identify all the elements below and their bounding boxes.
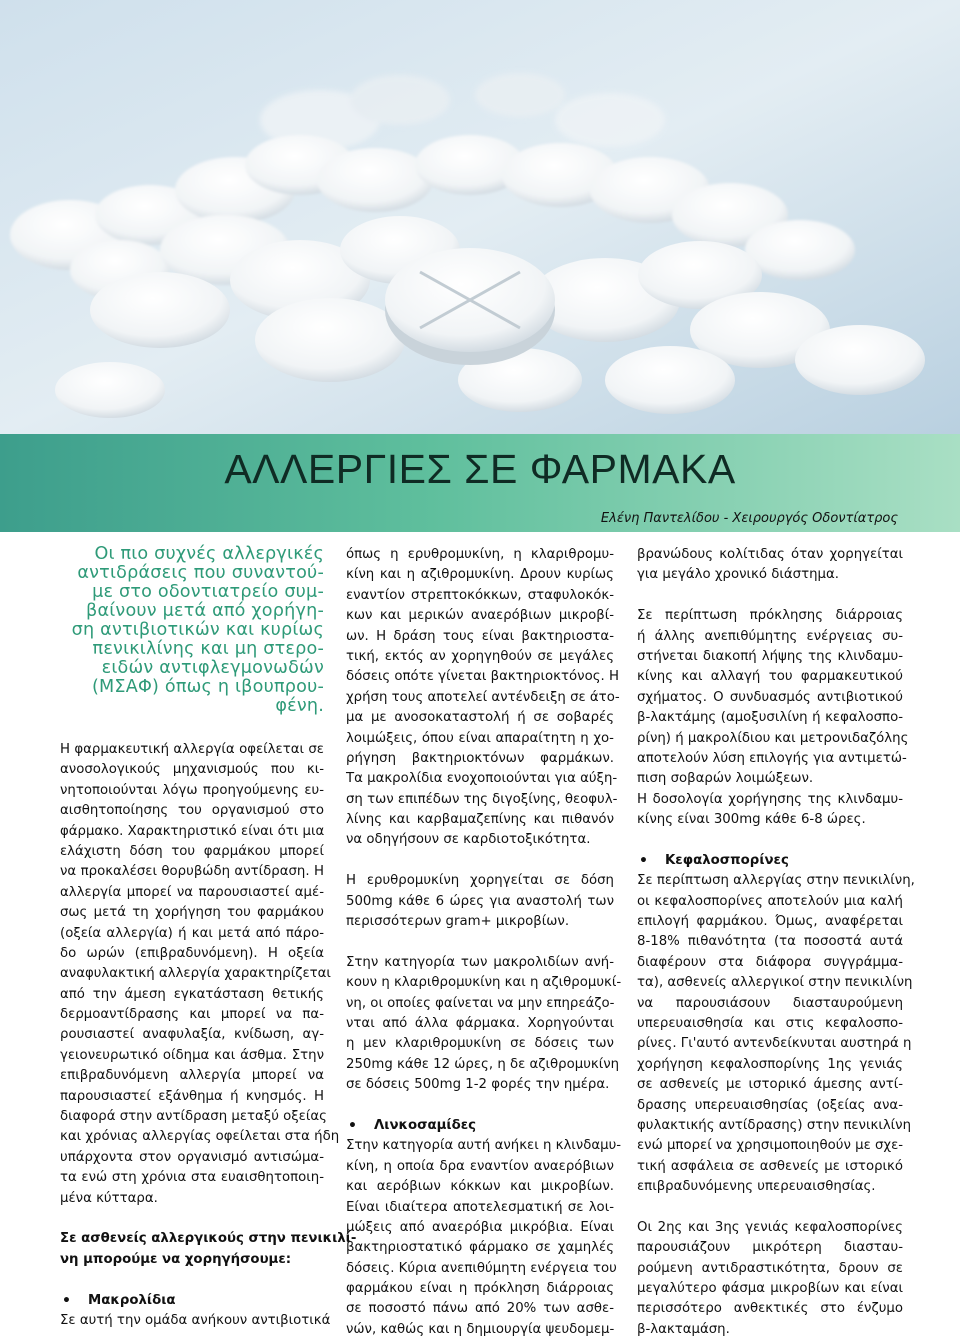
lead-line: ση αντιβιοτικών και κυρίως [71, 620, 324, 640]
subheading-cephalosporins: • Κεφαλοσπορίνες [637, 851, 903, 871]
paragraph-gap [346, 932, 614, 952]
text-line: ση των επιπέδων της διγοξίνης, θεοφυλ- [346, 791, 618, 807]
text-line: φάρμακο. Χαρακτηριστικό είναι ότι μια [60, 823, 325, 839]
text-line: τική, εκτός αν χορηγηθούν σε μεγάλες [346, 648, 614, 664]
text-line: Είναι ιδιαίτερα αποτελεσματική σε λοι- [346, 1199, 614, 1215]
paragraph-gap [346, 851, 614, 871]
lead-line: φένη. [275, 696, 324, 716]
text-line: δόσεις. Κύρια ανεπιθύμητη ενέργεια του [346, 1260, 617, 1276]
text-line: σως μετά τη χορήγηση του φαρμάκου [60, 905, 324, 921]
text-line: σε ασθενείς με ιστορικό άμεσης αντί- [637, 1077, 903, 1093]
text-line: Η ερυθρομυκίνη χορηγείται σε δόση [346, 873, 614, 889]
text-line: χρήση τους αποτελεί αντένδειξη σε άτο- [346, 689, 620, 705]
text-line: β-λακτάμης (αμοξυσιλίνη ή κεφαλοσπο- [637, 710, 903, 726]
text-line: στήνεται διακοπή λήψης της κλινδαμυ- [637, 648, 903, 664]
text-line: διαφέρουν στα διάφορα συγγράμμα- [637, 954, 903, 970]
text-line: ρίνη) ή μακρολίδιου και μετρονιδαζόλης [637, 730, 909, 746]
text-line: νητοποιούνται λόγω προηγούμενης ευ- [60, 782, 324, 798]
text-line: κων και μερικών αναερόβιων μικροβί- [346, 608, 614, 624]
text-line: ρούμενη αντιδραστικότητα, δρουν σε [637, 1260, 903, 1276]
text-line: αναφυλακτική αλλεργία χαρακτηρίζεται [60, 966, 331, 982]
text-line: από την άμεση εγκατάσταση θετικής [60, 986, 324, 1002]
text-column-3 [637, 545, 915, 1340]
text-line: ρήγηση βακτηριοκτόνων φαρμάκων. [346, 750, 614, 766]
text-line: κίνη, η οποία δρα εναντίον αναερόβιων [346, 1158, 614, 1174]
text-line: οι κεφαλοσπορίνες αποτελούν μια καλή [637, 893, 903, 909]
text-line: να οδηγήσουν σε καρδιοτοξικότητα. [346, 832, 591, 848]
text-line: Σε περίπτωση πρόκλησης διάρροιας [637, 608, 903, 624]
text-line: Σε αυτή την ομάδα ανήκουν αντιβιοτικά [60, 1312, 331, 1328]
text-line: βρανώδους κολίτιδας όταν χορηγείται [637, 547, 903, 562]
text-line: διαφορά στην αντίδραση μεταξύ οξείας [60, 1109, 327, 1125]
text-line: και αερόβιων κόκκων και μικροβίων. [346, 1179, 614, 1195]
text-line: πιση σοβαρών λοιμώξεων. [637, 771, 814, 787]
text-line: κουν η κλαριθρομυκίνη και η αζιθρομυκί- [346, 975, 622, 991]
text-line: Οι 2ης και 3ης γενιάς κεφαλοσπορίνες [637, 1219, 903, 1235]
text-line: να παρουσιάσουν διασταυρούμενη [637, 995, 903, 1011]
lead-line: πενικιλίνης και μη στερο- [92, 639, 324, 659]
text-line: επιλογή φαρμάκου. Όμως, αναφέρεται [637, 914, 903, 930]
text-line: νται από άλλα φάρμακα. Χορηγούνται [346, 1015, 614, 1031]
text-line: αλλεργία μπορεί να παρουσιαστεί αμέ- [60, 884, 324, 900]
lead-paragraph [60, 545, 324, 716]
text-line: επιβραδυνόμενης υπερευαισθησίας. [637, 1179, 876, 1195]
text-line: εναντίον στρεπτοκόκκων, σταφυλοκόκ- [346, 587, 614, 603]
lead-line: (ΜΣΑΦ) όπως η ιβουπρου- [91, 677, 324, 697]
lead-line: βαίνουν μετά από χορήγη- [86, 601, 324, 621]
text-line: χορήγηση κεφαλοσπορίνης 1ης γενιάς [637, 1056, 903, 1072]
text-line: (οξεία αλλεργία) ή και μετά από πάρο- [60, 925, 324, 941]
text-line: Η φαρμακευτική αλλεργία οφείλεται σε [60, 742, 324, 757]
text-line: ανοσολογικούς μηχανισμούς που κι- [60, 762, 324, 778]
paragraph-gap [637, 1198, 903, 1218]
text-line: σε ποσοστό πάνω από 20% των ασθε- [346, 1301, 614, 1317]
text-line: ρίνες. Γι'αυτό αντενδείκνυται αυστηρά η [637, 1036, 912, 1052]
text-line: μα με ανοσοκαταστολή ή σε σοβαρές [346, 710, 614, 726]
text-line: τα ενώ στη χρόνια στα ευαισθητοποιη- [60, 1170, 324, 1186]
text-line: ελάχιστη δόση του φαρμάκου μπορεί [60, 843, 324, 859]
text-line: αισθητοποίησης του οργανισμού στο [60, 803, 324, 819]
lead-line: ειδών αντιφλεγμονωδών [101, 658, 324, 678]
pills-photo [0, 0, 960, 434]
article-author: Ελένη Παντελίδου - Χειρουργός Οδοντίατρος [600, 511, 898, 526]
text-line: παρουσιαστεί εξάνθημα ή κνησμός. Η [60, 1088, 324, 1104]
text-line: υπάρχοντα στον οργανισμό αντισώμα- [60, 1149, 324, 1165]
text-line: β-λακταμάση. [637, 1321, 730, 1337]
text-line: υπερευαισθησία και στις κεφαλοσπο- [637, 1015, 903, 1031]
paragraph-gap [637, 830, 903, 850]
text-line: δόσεις οπότε γίνεται βακτηριοκτόνος. Η [346, 669, 619, 685]
article-title: ΑΛΛΕΡΓΙΕΣ ΣΕ ΦΑΡΜΑΚΑ [224, 446, 736, 492]
text-line: όπως η ερυθρομυκίνη, η κλαριθρομυ- [346, 547, 614, 562]
text-line: κίνης και αλλαγή του φαρμακευτικού [637, 669, 903, 685]
text-line: σχήματος. Ο συνδυασμός αντιβιοτικού [637, 689, 903, 705]
text-line: Στην κατηγορία των μακρολιδίων ανή- [346, 954, 614, 970]
text-line: 250mg κάθε 12 ώρες, η δε αζιθρομυκίνη [346, 1056, 620, 1072]
text-line: νών, καθώς και η δημιουργία ψευδομεμ- [346, 1321, 615, 1337]
text-line: δρασης υπερευαισθησίας (οξείας ανα- [637, 1097, 903, 1113]
text-line: κίνης είναι 300mg κάθε 6-8 ώρες. [637, 812, 866, 828]
text-line: 500mg κάθε 6 ώρες για αναστολή των [346, 893, 614, 909]
text-line: να προκαλέσει θορυβώδη αντίδραση. Η [60, 864, 324, 880]
lead-line: Οι πιο συχνές αλλεργικές [94, 544, 324, 564]
text-line: κίνη και η αζιθρομυκίνη. Δρουν κυρίως [346, 567, 614, 583]
text-line: τική ασφάλεια σε ασθενείς με ιστορικό [637, 1158, 903, 1174]
text-line: περισσότερο ανθεκτικές στο ένζυμο [637, 1301, 903, 1317]
text-line: ή άλλης ανεπιθύμητης ενέργειας συ- [637, 628, 903, 644]
text-line: Σε περίπτωση αλλεργίας στην πενικιλίνη, [637, 873, 915, 889]
text-line: λοιμώξεις, όπου είναι απαραίτητη η χο- [346, 730, 614, 746]
text-line: και χρόνιας αλλεργίας οφείλεται στα ήδη [60, 1129, 340, 1145]
text-line: δο ωρών (επιβραδυνόμενη). Η οξεία [60, 945, 324, 961]
text-line: επιβραδυνόμενη αλλεργία μπορεί να [60, 1068, 324, 1084]
text-line: λίνης και καρβαμαζεπίνης και πιθανόν [346, 812, 614, 828]
text-line: για μεγάλο χρονικό διάστημα. [637, 567, 839, 583]
text-line: σε δόσεις 500mg 1-2 φορές την ημέρα. [346, 1077, 610, 1093]
text-line: Η δοσολογία χορήγησης της κλινδαμυ- [637, 791, 903, 807]
subheading-lincosamides: • Λινκοσαμίδες [346, 1116, 614, 1136]
text-line: Τα μακρολίδια ενοχοποιούνται για αύξη- [346, 771, 618, 787]
paragraph-gap [60, 1270, 324, 1290]
text-line: φαρμάκου είναι η πρόκληση διάρροιας [346, 1281, 614, 1297]
paragraph-gap [60, 1209, 324, 1229]
lead-line: με στο οδοντιατρείο συμ- [92, 582, 324, 602]
text-line: νη, οι οποίες φαίνεται να μην επηρεάζο- [346, 995, 615, 1011]
text-line: δερμοαντίδρασης και μπορεί να πα- [60, 1007, 324, 1023]
text-line: αποτελούν λύση επιλογής για αντιμετώ- [637, 750, 907, 766]
text-line: τα), ασθενείς αλλεργικοί στην πενικιλίνη [637, 975, 913, 991]
lead-line: αντιδράσεις που συναντού- [77, 563, 324, 583]
text-line: η μεν κλαριθρομυκίνη σε δόσεις των [346, 1036, 614, 1052]
text-line: βακτηριοστατικό φάρμακο σε χαμηλές [346, 1240, 614, 1256]
paragraph-gap [346, 1096, 614, 1116]
text-line: φυλακτικής αντίδρασης) στην πενικιλίνη [637, 1117, 912, 1133]
paragraph-gap [637, 586, 903, 606]
text-column-1 [60, 740, 357, 1331]
text-line: μεγαλύτερο φάσμα μικροβίων και είναι [637, 1281, 903, 1297]
text-line: ων. Η δράση τους είναι βακτηριοστα- [346, 628, 614, 644]
text-line: νη μπορούμε να χορηγήσουμε: [60, 1251, 292, 1267]
subheading-macrolides: • Μακρολίδια [60, 1291, 324, 1311]
text-line: περισσότερων gram+ μικροβίων. [346, 914, 570, 930]
text-line: Σε ασθενείς αλλεργικούς στην πενικιλί- [60, 1231, 357, 1247]
text-line: ρουσιαστεί αναφυλαξία, κνίδωση, αγ- [60, 1027, 324, 1043]
text-line: παρουσιάζουν μικρότερη διασταυ- [637, 1240, 903, 1256]
text-line: Στην κατηγορία αυτή ανήκει η κλινδαμυ- [346, 1138, 622, 1154]
text-line: μένα κύτταρα. [60, 1190, 158, 1206]
text-line: ενώ μπορεί να χρησιμοποιηθούν με σχε- [637, 1138, 904, 1154]
text-column-2 [346, 545, 622, 1340]
text-line: μώξεις από αναερόβια μικρόβια. Είναι [346, 1219, 614, 1235]
text-line: 8-18% πιθανότητα (τα ποσοστά αυτά [637, 934, 903, 950]
text-line: γειονευρωτικό οίδημα και άσθμα. Στην [60, 1047, 324, 1063]
